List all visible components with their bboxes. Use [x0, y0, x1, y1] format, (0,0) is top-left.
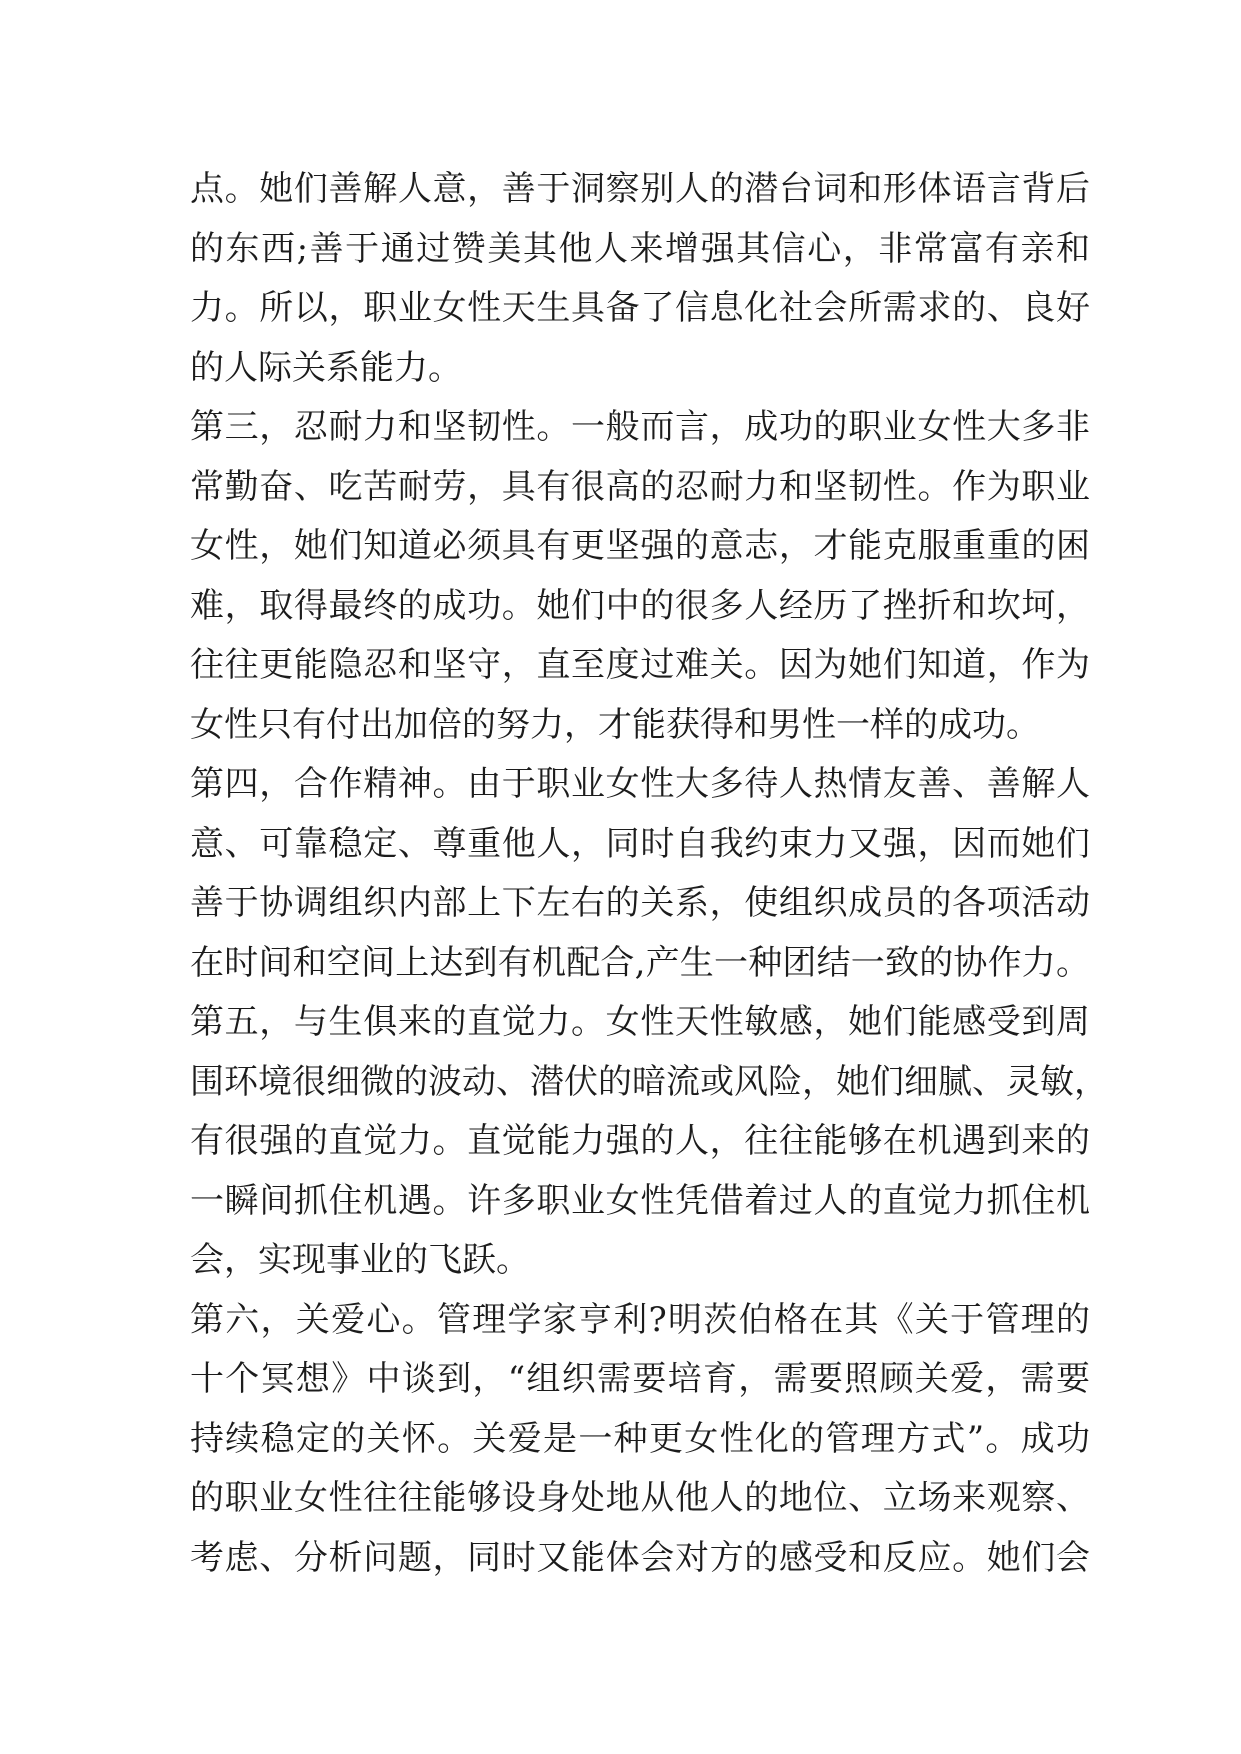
- text-line: 会，实现事业的飞跃。: [190, 1240, 530, 1280]
- text-line: 女性只有付出加倍的努力，才能获得和男性一样的成功。: [190, 704, 1040, 745]
- text-line: 考虑、分析问题，同时又能体会对方的感受和反应。她们会: [190, 1537, 1090, 1578]
- text-line: 点。她们善解人意，善于洞察别人的潜台词和形体语言背后: [190, 169, 1090, 209]
- text-line: 力。所以，职业女性天生具备了信息化社会所需求的、良好: [190, 288, 1090, 328]
- text-line: 十个冥想》中谈到，“组织需要培育，需要照顾关爱，需要: [190, 1359, 1090, 1399]
- text-line: 常勤奋、吃苦耐劳，具有很高的忍耐力和坚韧性。作为职业: [190, 466, 1090, 507]
- text-line: 一瞬间抓住机遇。许多职业女性凭借着过人的直觉力抓住机: [190, 1180, 1090, 1221]
- text-line: 围环境很细微的波动、潜伏的暗流或风险，她们细腻、灵敏，: [190, 1061, 1108, 1102]
- text-line: 的人际关系能力。: [190, 347, 462, 388]
- text-line: 善于协调组织内部上下左右的关系，使组织成员的各项活动: [190, 883, 1090, 923]
- text-line: 第五，与生俱来的直觉力。女性天性敏感，她们能感受到周: [190, 1002, 1090, 1042]
- text-line: 在时间和空间上达到有机配合,产生一种团结一致的协作力。: [190, 942, 1090, 983]
- text-line: 第六，关爱心。管理学家亨利?明茨伯格在其《关于管理的: [190, 1299, 1090, 1340]
- text-line: 往往更能隐忍和坚守，直至度过难关。因为她们知道，作为: [190, 645, 1090, 685]
- text-line: 意、可靠稳定、尊重他人，同时自我约束力又强，因而她们: [190, 823, 1090, 864]
- text-line: 难，取得最终的成功。她们中的很多人经历了挫折和坎坷，: [190, 585, 1090, 626]
- text-line: 第三，忍耐力和坚韧性。一般而言，成功的职业女性大多非: [190, 407, 1090, 447]
- text-line: 持续稳定的关怀。关爱是一种更女性化的管理方式”。成功: [190, 1418, 1090, 1459]
- text-line: 女性，她们知道必须具有更坚强的意志，才能克服重重的困: [190, 526, 1090, 566]
- text-line: 第四，合作精神。由于职业女性大多待人热情友善、善解人: [190, 764, 1090, 804]
- text-line: 的东西;善于通过赞美其他人来增强其信心，非常富有亲和: [190, 228, 1090, 269]
- text-line: 有很强的直觉力。直觉能力强的人，往往能够在机遇到来的: [190, 1121, 1090, 1161]
- document-body: [190, 160, 1108, 1588]
- text-line: 的职业女性往往能够设身处地从他人的地位、立场来观察、: [190, 1478, 1090, 1518]
